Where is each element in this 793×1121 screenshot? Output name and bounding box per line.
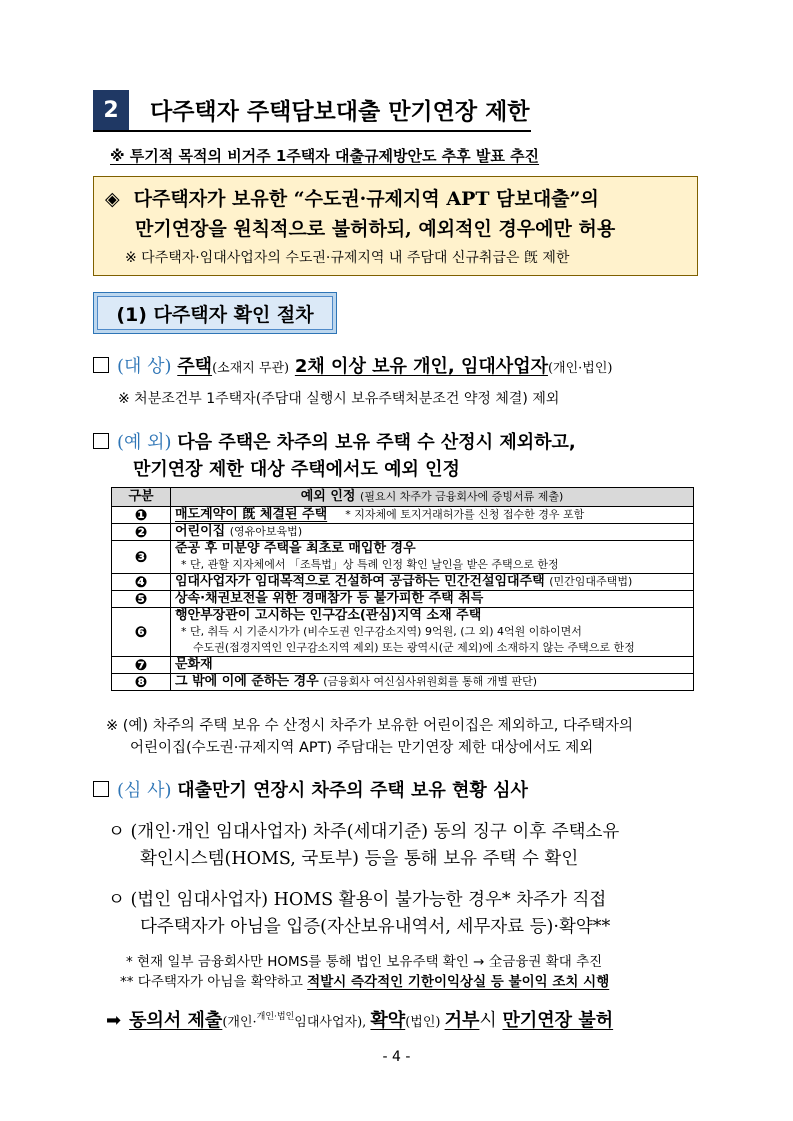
header-note: ※ 투기적 목적의 비거주 1주택자 대출규제방안도 추후 발표 추진 bbox=[110, 147, 540, 165]
row-note: (영유아보육법) bbox=[229, 525, 303, 538]
table-row bbox=[112, 507, 694, 524]
target-note: ※ 처분조건부 1주택자(주담대 실행시 보유주택처분조건 약정 체결) 제외 bbox=[118, 391, 560, 407]
row-desc bbox=[171, 608, 694, 657]
review-item-1-line-1: ㅇ (개인·개인 임대사업자) 차주(세대기준) 동의 징구 이후 주택소유 bbox=[108, 822, 620, 842]
table-head-category: 구분 bbox=[112, 488, 171, 507]
exception-table bbox=[111, 487, 694, 691]
review-item-2-line-1: ㅇ (법인 임대사업자) HOMS 활용이 불가능한 경우* 차주가 직접 bbox=[108, 890, 607, 910]
row-number: ❷ bbox=[112, 524, 171, 541]
review-footnote-2 bbox=[120, 970, 609, 990]
checkbox-square-icon bbox=[93, 781, 109, 797]
conclusion-text-e: (법인) bbox=[405, 1015, 445, 1030]
exception-line-1 bbox=[93, 428, 576, 454]
row-note: * 단, 관할 지자체에서 「조특법」상 특례 인정 확인 날인을 받은 주택으로 한정 bbox=[181, 558, 559, 571]
row-number: ❻ bbox=[112, 608, 171, 657]
conclusion-text-f: 거부 bbox=[444, 1010, 480, 1031]
row-text: 어린이집 bbox=[175, 524, 226, 539]
row-text: 상속·채권보전을 위한 경매참가 등 불가피한 주택 취득 bbox=[175, 591, 484, 606]
checkbox-square-icon bbox=[93, 357, 109, 373]
diamond-bullet-icon: ◈ bbox=[105, 188, 120, 210]
page-number: - 4 - bbox=[382, 1049, 411, 1065]
checkbox-square-icon bbox=[93, 433, 109, 449]
review-item-1-line-2: 확인시스템(HOMS, 국토부) 등을 통해 보유 주택 수 확인 bbox=[140, 849, 579, 869]
row-text: 행안부장관이 고시하는 인구감소(관심)지역 소재 주택 bbox=[175, 608, 482, 623]
row-desc bbox=[171, 507, 694, 524]
review-label: (심 사) bbox=[117, 780, 172, 801]
row-number: ❹ bbox=[112, 574, 171, 591]
review-footnote-2-b: 적발시 즉각적인 기한이익상실 등 불이익 조치 시행 bbox=[307, 974, 610, 990]
conclusion-text-d: 확약 bbox=[370, 1010, 406, 1031]
row-note: (금융회사 여신심사위원회를 통해 개별 판단) bbox=[323, 675, 538, 688]
row-number: ❼ bbox=[112, 657, 171, 674]
table-header-row bbox=[112, 488, 694, 507]
review-footnote-1: * 현재 일부 금융회사만 HOMS를 통해 법인 보유주택 확인 → 全금융권 확대 추진 bbox=[126, 954, 603, 970]
summary-line-3: ※ 다주택자·임대사업자의 수도권·규제지역 내 주담대 신규취급은 旣 제한 bbox=[125, 250, 570, 266]
table-row bbox=[112, 608, 694, 657]
row-desc bbox=[171, 657, 694, 674]
row-number: ❽ bbox=[112, 674, 171, 691]
subsection-title: (1) 다주택자 확인 절차 bbox=[97, 296, 333, 330]
row-note: * 지자체에 토지거래허가를 신청 접수한 경우 포함 bbox=[345, 508, 585, 521]
row-text: 매도계약이 旣 체결된 주택 bbox=[175, 507, 328, 522]
review-text: 대출만기 연장시 차주의 주택 보유 현황 심사 bbox=[177, 780, 528, 801]
table-footnote-2: 어린이집(수도권·규제지역 APT) 주담대는 만기연장 제한 대상에서도 제외 bbox=[130, 740, 594, 756]
table-head-exception bbox=[171, 488, 694, 507]
conclusion-text-a: 동의서 제출 bbox=[129, 1010, 223, 1031]
table-footnote-1: ※ (예) 차주의 주택 보유 수 산정시 차주가 보유한 어린이집은 제외하고, 다주택자의 bbox=[106, 718, 633, 734]
target-text-d: , 임대사업자 bbox=[447, 356, 548, 377]
exception-text-1: 다음 주택은 차주의 보유 주택 수 산정시 제외하고, bbox=[177, 432, 576, 453]
review-line bbox=[93, 776, 528, 802]
exception-label: (예 외) bbox=[117, 432, 172, 453]
row-text: 그 밖에 이에 준하는 경우 bbox=[175, 674, 319, 689]
row-text: 임대사업자가 임대목적으로 건설하여 공급하는 민간건설임대주택 bbox=[175, 574, 545, 589]
right-arrow-icon: ➡ bbox=[106, 1010, 122, 1031]
target-line bbox=[93, 352, 612, 378]
row-desc bbox=[171, 574, 694, 591]
table-row bbox=[112, 574, 694, 591]
review-item-2-line-2: 다주택자가 아님을 입증(자산보유내역서, 세무자료 등)·확약** bbox=[140, 917, 611, 937]
section-title-rule bbox=[93, 130, 531, 132]
exception-line-2: 만기연장 제한 대상 주택에서도 예외 인정 bbox=[133, 459, 460, 480]
conclusion-sup: 개인·법인 bbox=[256, 1012, 295, 1022]
conclusion-text-b: (개인· bbox=[222, 1015, 257, 1030]
section-number: 2 bbox=[93, 90, 129, 130]
conclusion-text-g: 시 bbox=[479, 1010, 503, 1031]
table-row bbox=[112, 541, 694, 574]
row-number: ❸ bbox=[112, 541, 171, 574]
table-head-exception-note: (필요시 차주가 금융회사에 증빙서류 제출) bbox=[360, 490, 564, 503]
table-row bbox=[112, 591, 694, 608]
target-text-e: (개인·법인) bbox=[547, 361, 613, 376]
conclusion-text-h: 만기연장 불허 bbox=[502, 1010, 614, 1031]
table-row bbox=[112, 674, 694, 691]
review-footnote-2-a: ** 다주택자가 아님을 확약하고 bbox=[120, 974, 308, 990]
section-title: 다주택자 주택담보대출 만기연장 제한 bbox=[150, 99, 530, 125]
row-text: 준공 후 미분양 주택을 최초로 매입한 경우 bbox=[175, 541, 416, 556]
summary-line-2: 만기연장을 원칙적으로 불허하되, 예외적인 경우에만 허용 bbox=[135, 218, 616, 240]
row-number: ❺ bbox=[112, 591, 171, 608]
table-row bbox=[112, 657, 694, 674]
row-note-2: 수도권(접경지역인 인구감소지역 제외) 또는 광역시(군 제외)에 소재하지 않는 주택으로 한정 bbox=[193, 641, 635, 654]
summary-line-1 bbox=[105, 184, 599, 211]
conclusion-text-c: 임대사업자), bbox=[294, 1015, 371, 1030]
row-desc bbox=[171, 524, 694, 541]
row-desc bbox=[171, 541, 694, 574]
summary-line-1-text: 다주택자가 보유한 “수도권·규제지역 APT 담보대출”의 bbox=[133, 188, 599, 210]
row-desc bbox=[171, 674, 694, 691]
table-row bbox=[112, 524, 694, 541]
target-text-c: 2채 이상 보유 개인 bbox=[294, 356, 448, 377]
table-head-exception-text: 예외 인정 bbox=[300, 489, 356, 504]
target-text-a: 주택 bbox=[177, 356, 213, 377]
target-label: (대 상) bbox=[117, 356, 172, 377]
conclusion-line bbox=[106, 1006, 613, 1032]
row-desc bbox=[171, 591, 694, 608]
target-text-b: (소재지 무관) bbox=[212, 361, 290, 376]
row-note: (민간임대주택법) bbox=[549, 575, 633, 588]
row-note: * 단, 취득 시 기준시가가 (비수도권 인구감소지역) 9억원, (그 외) 4억원 이하이면서 bbox=[181, 625, 582, 638]
row-number: ❶ bbox=[112, 507, 171, 524]
row-text: 문화재 bbox=[175, 657, 213, 672]
